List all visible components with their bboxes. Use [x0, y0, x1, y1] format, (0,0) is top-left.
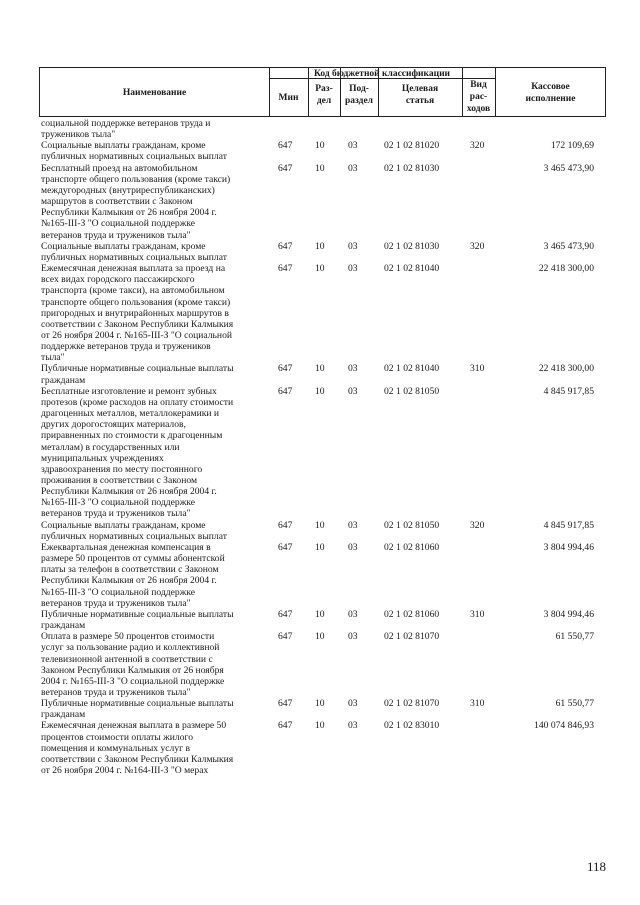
cell-podrazdel: 03 [348, 608, 358, 620]
row-name-line: 2004 г. №165-III-З "О социальной поддержке [41, 675, 225, 687]
row-name-line: ветеранов труда и тружеников тыла" [41, 597, 191, 609]
row-name-line: Законом Республики Калмыкия от 26 ноября [41, 664, 224, 676]
cell-amount: 3 465 473,90 [543, 240, 594, 252]
cell-podrazdel: 03 [348, 140, 358, 152]
cell-amount: 61 550,77 [555, 631, 594, 643]
cell-podrazdel: 03 [348, 162, 358, 174]
cell-podrazdel: 03 [348, 240, 358, 252]
header-divider [495, 68, 496, 116]
row-name-line: междугородных (внутриреспубликанских) [41, 184, 215, 196]
row-name-line: Республики Калмыкия от 26 ноября 2004 г. [41, 207, 217, 219]
cell-razdel: 10 [315, 263, 325, 275]
cell-min: 647 [278, 385, 293, 397]
row-name-line: гражданам [41, 620, 86, 632]
row-name-line: других дорогостоящих материалов, [41, 419, 186, 431]
cell-min: 647 [278, 263, 293, 275]
table-row [41, 263, 606, 363]
row-name-line: Ежемесячная денежная выплата за проезд на [41, 263, 226, 275]
cell-razdel: 10 [315, 698, 325, 710]
cell-razdel: 10 [315, 240, 325, 252]
row-name-line: Оплата в размере 50 процентов стоимости [41, 631, 215, 643]
cell-podrazdel: 03 [348, 631, 358, 643]
cell-amount: 3 804 994,46 [543, 608, 594, 620]
cell-target: 02 1 02 81020 [384, 140, 440, 152]
cell-razdel: 10 [315, 162, 325, 174]
row-name-line: приравненных по стоимости к драгоценным [41, 430, 223, 442]
row-name-line: №165-III-З "О социальной поддержке [41, 497, 196, 509]
row-name-line: ветеранов труда и тружеников тыла" [41, 686, 191, 698]
row-name-line: публичных нормативных социальных выплат [41, 251, 227, 263]
header-cash-2: исполнение [525, 94, 576, 104]
row-name-line: помещения и коммунальных услуг в [41, 742, 190, 754]
row-name-line: №165-III-З "О социальной поддержке [41, 586, 196, 598]
cell-min: 647 [278, 162, 293, 174]
row-name-line: маршрутов в соответствии с Законом [41, 196, 193, 208]
row-name-line: соответствии с Законом Республики Калмыкия [41, 753, 234, 765]
row-name-line: от 26 ноября 2004 г. №165-III-З "О социальной [41, 329, 232, 341]
row-name-line: Республики Калмыкия от 26 ноября 2004 г. [41, 486, 217, 498]
cell-vid: 320 [470, 519, 485, 531]
header-target-2: статья [405, 96, 435, 106]
cell-razdel: 10 [315, 519, 325, 531]
row-name-line: Республики Калмыкия от 26 ноября 2004 г. [41, 575, 217, 587]
row-name-line: протезов (кроме расходов на оплату стоимости [41, 396, 234, 408]
row-name-line: Социальные выплаты гражданам, кроме [41, 519, 206, 531]
table-row [41, 118, 606, 140]
cell-amount: 140 074 846,93 [534, 720, 594, 732]
header-vid-3: ходов [466, 104, 491, 114]
row-name-line: муниципальных учреждениях [41, 452, 164, 464]
cell-min: 647 [278, 363, 293, 375]
row-name [41, 698, 269, 720]
row-name-line: Публичные нормативные социальные выплаты [41, 608, 234, 620]
table-row [41, 720, 606, 776]
cell-amount: 22 418 300,00 [538, 363, 594, 375]
header-vid-1: Вид [470, 80, 487, 90]
row-name [41, 241, 269, 263]
header-vid-2: рас- [469, 92, 488, 102]
row-name-line: металлам) в государственных или [41, 441, 180, 453]
header-podrazdel-1: Под- [349, 84, 369, 94]
header-target-1: Целевая [401, 84, 439, 94]
cell-razdel: 10 [315, 608, 325, 620]
cell-target: 02 1 02 83010 [384, 720, 440, 732]
cell-amount: 172 109,69 [550, 140, 594, 152]
row-name-line: Публичные нормативные социальные выплаты [41, 698, 234, 710]
cell-podrazdel: 03 [348, 698, 358, 710]
row-name [41, 140, 269, 162]
row-name [41, 263, 269, 363]
row-name-line: драгоценных металлов, металлокерамики и [41, 408, 220, 420]
cell-amount: 4 845 917,85 [543, 519, 594, 531]
cell-target: 02 1 02 81070 [384, 631, 440, 643]
cell-vid: 320 [470, 240, 485, 252]
cell-target: 02 1 02 81030 [384, 240, 440, 252]
cell-podrazdel: 03 [348, 363, 358, 375]
cell-razdel: 10 [315, 631, 325, 643]
cell-vid: 310 [470, 698, 485, 710]
cell-amount: 3 465 473,90 [543, 162, 594, 174]
cell-target: 02 1 02 81040 [384, 363, 440, 375]
cell-amount: 4 845 917,85 [543, 385, 594, 397]
cell-amount: 61 550,77 [555, 698, 594, 710]
table-header [39, 67, 606, 117]
row-name-line: транспорте общего пользования (кроме такси) [41, 173, 231, 185]
table-row [41, 241, 606, 263]
cell-target: 02 1 02 81050 [384, 385, 440, 397]
cell-podrazdel: 03 [348, 720, 358, 732]
cell-amount: 22 418 300,00 [538, 263, 594, 275]
row-name-line: телевизионной антенной в соответствии с [41, 653, 213, 665]
table-row [41, 520, 606, 542]
cell-target: 02 1 02 81060 [384, 608, 440, 620]
row-name-line: ветеранов труда и тружеников тыла" [41, 229, 191, 241]
cell-vid: 310 [470, 608, 485, 620]
table-row [41, 140, 606, 162]
page-number: 118 [587, 859, 607, 874]
row-name [41, 520, 269, 542]
row-name-line: публичных нормативных социальных выплат [41, 530, 227, 542]
row-name-line: проживания в соответствии с Законом [41, 475, 198, 486]
header-razdel-2: дел [316, 96, 332, 106]
cell-podrazdel: 03 [348, 385, 358, 397]
row-name-line: №165-III-З "О социальной поддержке [41, 218, 196, 230]
header-razdel-1: Раз- [315, 84, 333, 94]
row-name-line: поддержке ветеранов труда и тружеников [41, 341, 211, 353]
cell-target: 02 1 02 81060 [384, 541, 440, 553]
row-name-line: транспорте общего пользования (кроме такси) [41, 296, 231, 308]
row-name-line: всех видах городского пассажирского [41, 274, 195, 286]
cell-min: 647 [278, 519, 293, 531]
cell-vid: 320 [470, 140, 485, 152]
cell-amount: 3 804 994,46 [543, 541, 594, 553]
header-group: Код бюджетной классификации [313, 69, 451, 79]
table-row [41, 609, 606, 631]
row-name-line: гражданам [41, 709, 86, 721]
table-row [41, 631, 606, 698]
row-name-line: Публичные нормативные социальные выплаты [41, 363, 234, 375]
row-name [41, 609, 269, 631]
cell-podrazdel: 03 [348, 541, 358, 553]
cell-min: 647 [278, 608, 293, 620]
row-name-line: Ежеквартальная денежная компенсация в [41, 541, 211, 553]
cell-min: 647 [278, 240, 293, 252]
row-name [41, 631, 269, 698]
row-name-line: тыла" [41, 352, 65, 364]
cell-min: 647 [278, 631, 293, 643]
row-name-line: ветеранов труда и тружеников тыла" [41, 508, 191, 520]
cell-podrazdel: 03 [348, 263, 358, 275]
row-name-line: Социальные выплаты гражданам, кроме [41, 140, 206, 152]
row-name-line: платы за телефон в соответствии с Законом [41, 564, 219, 576]
cell-razdel: 10 [315, 363, 325, 375]
header-podrazdel-2: раздел [344, 96, 374, 106]
row-name-line: гражданам [41, 374, 86, 386]
row-name-line: публичных нормативных социальных выплат [41, 151, 227, 163]
table-row [41, 386, 606, 520]
row-name-line: пригородных и внутрирайонных маршрутов в [41, 307, 229, 319]
row-name-line: размере 50 процентов от суммы абонентской [41, 553, 225, 565]
cell-min: 647 [278, 698, 293, 710]
cell-min: 647 [278, 720, 293, 732]
row-name-line: здравоохранения по месту постоянного [41, 463, 203, 475]
row-name-line: Бесплатный проезд на автомобильном [41, 162, 198, 174]
row-name-line: соответствии с Законом Республики Калмыкия [41, 318, 234, 330]
row-name-line: Ежемесячная денежная выплата в размере 50 [41, 720, 227, 732]
cell-razdel: 10 [315, 385, 325, 397]
header-name: Наименование [122, 88, 187, 98]
row-name [41, 386, 269, 520]
cell-podrazdel: 03 [348, 519, 358, 531]
cell-target: 02 1 02 81070 [384, 698, 440, 710]
cell-min: 647 [278, 541, 293, 553]
cell-target: 02 1 02 81050 [384, 519, 440, 531]
row-name [41, 363, 269, 385]
cell-target: 02 1 02 81030 [384, 162, 440, 174]
table-row [41, 163, 606, 241]
cell-razdel: 10 [315, 140, 325, 152]
row-name-line: Социальные выплаты гражданам, кроме [41, 240, 206, 252]
cell-target: 02 1 02 81040 [384, 263, 440, 275]
cell-razdel: 10 [315, 541, 325, 553]
row-name-line: Бесплатные изготовление и ремонт зубных [41, 385, 217, 397]
row-name-line: транспорта (кроме такси), на автомобильном [41, 285, 225, 297]
row-name-line: тружеников тыла" [41, 129, 116, 141]
cell-razdel: 10 [315, 720, 325, 732]
row-name-line: от 26 ноября 2004 г. №164-III-З "О мерах [41, 765, 209, 777]
row-name [41, 163, 269, 241]
cell-vid: 310 [470, 363, 485, 375]
row-name-line: социальной поддержке ветеранов труда и [41, 118, 211, 129]
cell-min: 647 [278, 140, 293, 152]
header-cash-1: Кассовое [531, 82, 570, 92]
row-name-line: услуг за пользование радио и коллективной [41, 642, 220, 654]
row-name-line: процентов стоимости оплаты жилого [41, 731, 193, 743]
table-row [41, 363, 606, 385]
table-row [41, 542, 606, 609]
header-min: Мин [278, 93, 299, 103]
row-name [41, 542, 269, 609]
table-row [41, 698, 606, 720]
row-name [41, 118, 269, 140]
row-name [41, 720, 269, 776]
table-body [41, 118, 606, 776]
